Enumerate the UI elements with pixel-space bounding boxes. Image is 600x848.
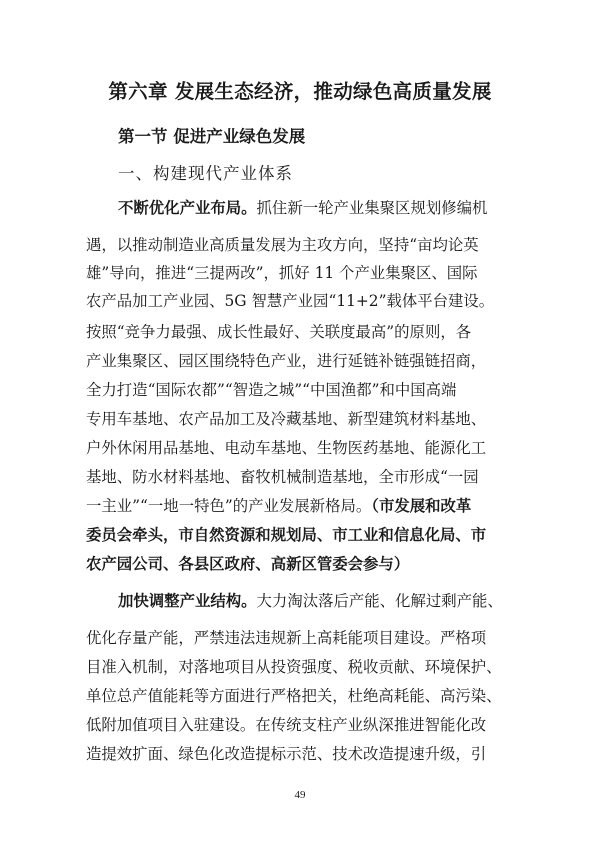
paragraph-line: 基地、防水材料基地、畜牧机械制造基地，全市形成“一园 — [86, 468, 479, 486]
responsibility-line: 委员会牵头，市自然资源和规划局、市工业和信息化局、市 — [86, 526, 487, 544]
paragraph-line: 户外休闲用品基地、电动车基地、生物医药基地、能源化工 — [86, 439, 487, 457]
page-number: 49 — [294, 789, 306, 801]
paragraph-line: 目准入机制，对落地项目从投资强度、税收贡献、环境保护、 — [86, 658, 502, 676]
paragraph-line: 单位总产值能耗等方面进行严格把关，杜绝高耗能、高污染、 — [86, 687, 502, 705]
paragraph-line: 低附加值项目入驻建设。在传统支柱产业纵深推进智能化改 — [86, 716, 487, 734]
responsibility-line: 农产园公司、各县区政府、高新区管委会参与） — [86, 555, 410, 573]
paragraph-line: 加快调整产业结构。大力淘汰落后产能、化解过剩产能、 — [118, 592, 503, 610]
paragraph-line: 农产品加工产业园、5G 智慧产业园“11+2”载体平台建设。 — [86, 292, 495, 310]
paragraph-line: 不断优化产业布局。抓住新一轮产业集聚区规划修编机 — [118, 199, 488, 217]
paragraph-line: 优化存量产能，严禁违法违规新上高耗能项目建设。严格项 — [86, 629, 487, 647]
chapter-title: 第六章 发展生态经济，推动绿色高质量发展 — [108, 80, 492, 103]
paragraph-line: 全力打造“国际农都”“智造之城”“中国渔都”和中国高端 — [86, 381, 457, 399]
paragraph-line: 遇，以推动制造业高质量发展为主攻方向，坚持“亩均论英 — [86, 236, 479, 254]
paragraph-line: 专用车基地、农产品加工及冷藏基地、新型建筑材料基地、 — [86, 410, 487, 428]
responsibility-note: （市发展和改革 — [371, 497, 472, 515]
section-title: 第一节 促进产业绿色发展 — [118, 127, 306, 146]
paragraph-lead: 不断优化产业布局。 — [118, 199, 257, 217]
paragraph-lead: 加快调整产业结构。 — [118, 592, 257, 610]
paragraph-line: 按照“竞争力最强、成长性最好、关联度最高”的原则，各 — [86, 323, 472, 341]
paragraph-line: 产业集聚区、园区围绕特色产业，进行延链补链强链招商， — [86, 352, 487, 370]
paragraph-line: 雄”导向，推进“三提两改”，抓好 11 个产业集聚区、国际 — [86, 264, 478, 282]
subsection-title: 一、构建现代产业体系 — [118, 164, 293, 183]
paragraph-line: 一主业”“一地一特色”的产业发展新格局。（市发展和改革 — [86, 497, 472, 515]
paragraph-line: 造提效扩面、绿色化改造提标示范、技术改造提速升级，引 — [86, 745, 487, 763]
